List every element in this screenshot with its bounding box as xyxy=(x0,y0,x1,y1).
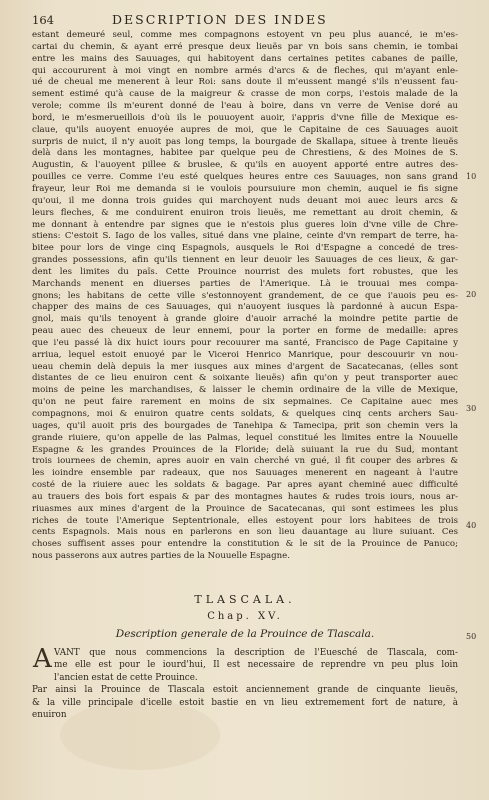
text-line: sement estimé qu'à cause de la maigreur & crasse de mon corps, i'estois malade de la xyxy=(32,89,458,100)
text-line: stiens: C'estoit S. Iago de los valles, situé dans vne plaine, ceinte d'vn rempart de terre, ha- xyxy=(32,231,458,242)
text-line: verole; comme ils m'eurent donné de l'eau à boire, dans vn verre de Venise doré au xyxy=(32,101,458,112)
text-line: trois iournees de chemin, apres auoir en vain cherché vn gué, il fit couper des arbres & xyxy=(32,456,458,467)
text-line: VANT que nous commencions la description de l'Euesché de Tlascala, com- xyxy=(54,648,458,658)
text-line: qui accoururent à moi vingt en nombre armés d'arcs & de fleches, qui m'ayant enle- xyxy=(32,65,458,76)
text-line: leurs fleches, & me conduirent enuiron trois lieuës, me remettant au droit chemin, & xyxy=(32,207,458,218)
text-line: enuiron xyxy=(32,709,67,720)
chapter-body-text xyxy=(32,644,458,721)
margin-number: 40 xyxy=(466,521,477,530)
text-line: delà dans les montagnes, habitee par quelque peu de Chrestiens, & des Moines de S. xyxy=(32,148,458,159)
text-line: gnol, mais qu'ils tenoyent à grande gloire d'auoir arraché la moindre petite partie de xyxy=(32,314,458,325)
drop-cap: A xyxy=(33,644,52,674)
text-line: qu'on ne peut faire rarement en moins de six sepmaines. Ce Capitaine auec mes xyxy=(32,397,458,408)
text-line: riches de toute l'Amerique Septentrionale, elles estoyent pour lors habitees de trois xyxy=(32,515,458,526)
text-line: frayeur, leur Roi me demanda si ie voulois poursuiure mon chemin, auquel ie fis signe xyxy=(32,183,458,194)
text-line: l'ancien estat de cette Prouince. xyxy=(54,672,198,683)
text-line: bitee pour lors de vinge cinq Espagnols, ausquels le Roi d'Espagne a concedé de tres- xyxy=(32,243,458,254)
text-line: au trauers des bois fort espais & par des montagnes hautes & rudes trois iours, nous ar- xyxy=(32,491,458,502)
text-line: estant demeuré seul, comme mes compagnons estoyent vn peu plus auancé, ie m'es- xyxy=(32,30,458,40)
text-line: uages, qu'il auoit pris des bourgades de Tanehipa & Tamecipa, prit son chemin vers la xyxy=(32,420,458,431)
text-line: cartai du chemin, & ayant erré presque deux lieuës par vn bois sans chemin, ie tombai xyxy=(32,41,458,52)
text-line: ué de cheual me menerent à leur Roi: sans doute il m'eussent mangé s'ils n'eussent fau- xyxy=(32,77,458,88)
text-line: compagnons, moi & enuiron quatre cents soldats, & quelques cinq cents archers Sau- xyxy=(32,409,458,419)
text-line: dent les limites du païs. Cette Prouince nourrist des mulets fort robustes, que les xyxy=(32,266,458,277)
text-line: Augustin, & l'auoyent pillee & bruslee, & qu'ils en auoyent apporté entre autres des- xyxy=(32,160,458,171)
text-line: chapper des mains de ces Sauuages, qui n'auoyent iusques là pardonné à aucun Espa- xyxy=(32,302,458,313)
text-line: costé de la riuiere auec les soldats & bagage. Par apres ayant cheminé auec difficulté xyxy=(32,480,458,491)
margin-number: 50 xyxy=(466,632,477,641)
margin-number: 20 xyxy=(466,290,477,299)
section-title: TLASCALA. xyxy=(194,593,296,606)
margin-number: 10 xyxy=(466,172,477,181)
text-line: Marchands menent en diuerses parties de l'Amerique. Là ie trouuai mes compa- xyxy=(32,278,458,289)
text-line: riuasmes aux mines d'argent de la Prouince de Sacatecanas, qui sont estimees les plus xyxy=(32,503,458,514)
page-number: 164 xyxy=(32,13,54,27)
chapter-description: Description generale de la Prouince de Tlascala. xyxy=(115,628,375,640)
text-line: qu'oui, il me donna trois guides qui marchoyent nuds deuant moi auec leurs arcs & xyxy=(32,195,458,206)
text-line: pouilles ce verre. Comme i'eu esté quelques heures entre ces Sauuages, non sans grand xyxy=(32,172,458,183)
text-line: me donnant à entendre par signes que ie n'estois plus gueres loin d'vne ville de Chre- xyxy=(32,219,458,230)
chapter-heading: Chap. XV. xyxy=(207,611,283,622)
body-text xyxy=(32,30,458,563)
text-line: moins de peine les marchandises, & laisser le chemin ordinaire de la ville de Mexique, xyxy=(32,385,458,396)
text-line: gnons; les habitans de cette ville s'estonnoyent grandement, de ce que i'auois peu es- xyxy=(32,290,458,301)
text-line: cents Espagnols. Mais nous en parlerons en son lieu dauantage au liure suiuant. Ces xyxy=(32,527,458,538)
running-title: DESCRIPTION DES INDES xyxy=(112,12,328,27)
text-line: les ioindre ensemble par radeaux, que nos Sauuages menerent en nageant à l'autre xyxy=(32,468,458,479)
text-line: distantes de ce lieu enuiron cent & soixante lieuës) afin qu'on y peut transporter auec xyxy=(32,373,458,384)
text-line: que i'eu passé là dix huict iours pour recouurer ma santé, Francisco de Page Capitaine y xyxy=(32,337,458,348)
text-line: ueau chemin delà depuis la mer iusques aux mines d'argent de Sacatecanas, (elles sont xyxy=(32,361,458,372)
text-line: nous passerons aux autres parties de la Nouuelle Espagne. xyxy=(32,551,290,562)
text-line: claue, qu'ils auoyent enuoyée aupres de moi, que le Capitaine de ces Sauuages auoit xyxy=(32,124,458,135)
text-line: & la ville principale d'icelle estoit bastie en vn lieu extremement fort de nature, à xyxy=(32,697,458,708)
text-line: Par ainsi la Prouince de Tlascala estoit anciennement grande de cinquante lieuës, xyxy=(32,685,458,696)
text-line: choses suffisent asses pour entendre la constitution & le sit de la Prouince de Panuco; xyxy=(32,539,458,550)
text-line: grandes possessions, afin qu'ils tiennent en leur deuoir les Sauuages de ces lieux, & gar- xyxy=(32,255,458,266)
text-line: bord, ie m'esmerueillois d'où ils le pouuoyent auoir, i'appris d'vne fille de Mexique es- xyxy=(32,112,458,123)
page-header xyxy=(32,12,458,28)
text-line: me elle est pour le iourd'hui, Il est necessaire de reprendre vn peu plus loin xyxy=(54,660,458,671)
text-line: entre les mains des Sauuages, qui habitoyent dans certaines petites cabanes de paille, xyxy=(32,53,458,64)
text-line: grande riuiere, qu'on appelle de las Palmas, lequel constitué les limites entre la Nouuelle xyxy=(32,432,458,443)
text-line: Espagne & les grandes Prouinces de la Floride; delà suiuant la rue du Sud, montant xyxy=(32,444,458,455)
text-line: arriua, lequel estoit enuoyé par le Viceroi Henrico Manrique, pour descouurir vn nou- xyxy=(32,349,458,360)
text-line: peau auec des cheueux de leur ennemi, pour la porter en forme de medaille: apres xyxy=(32,326,458,337)
text-line: surpris de nuict, il n'y auoit pas long temps, la bourgade de Skallapa, situee à trente lieuës xyxy=(32,136,458,147)
margin-number: 30 xyxy=(466,404,477,413)
